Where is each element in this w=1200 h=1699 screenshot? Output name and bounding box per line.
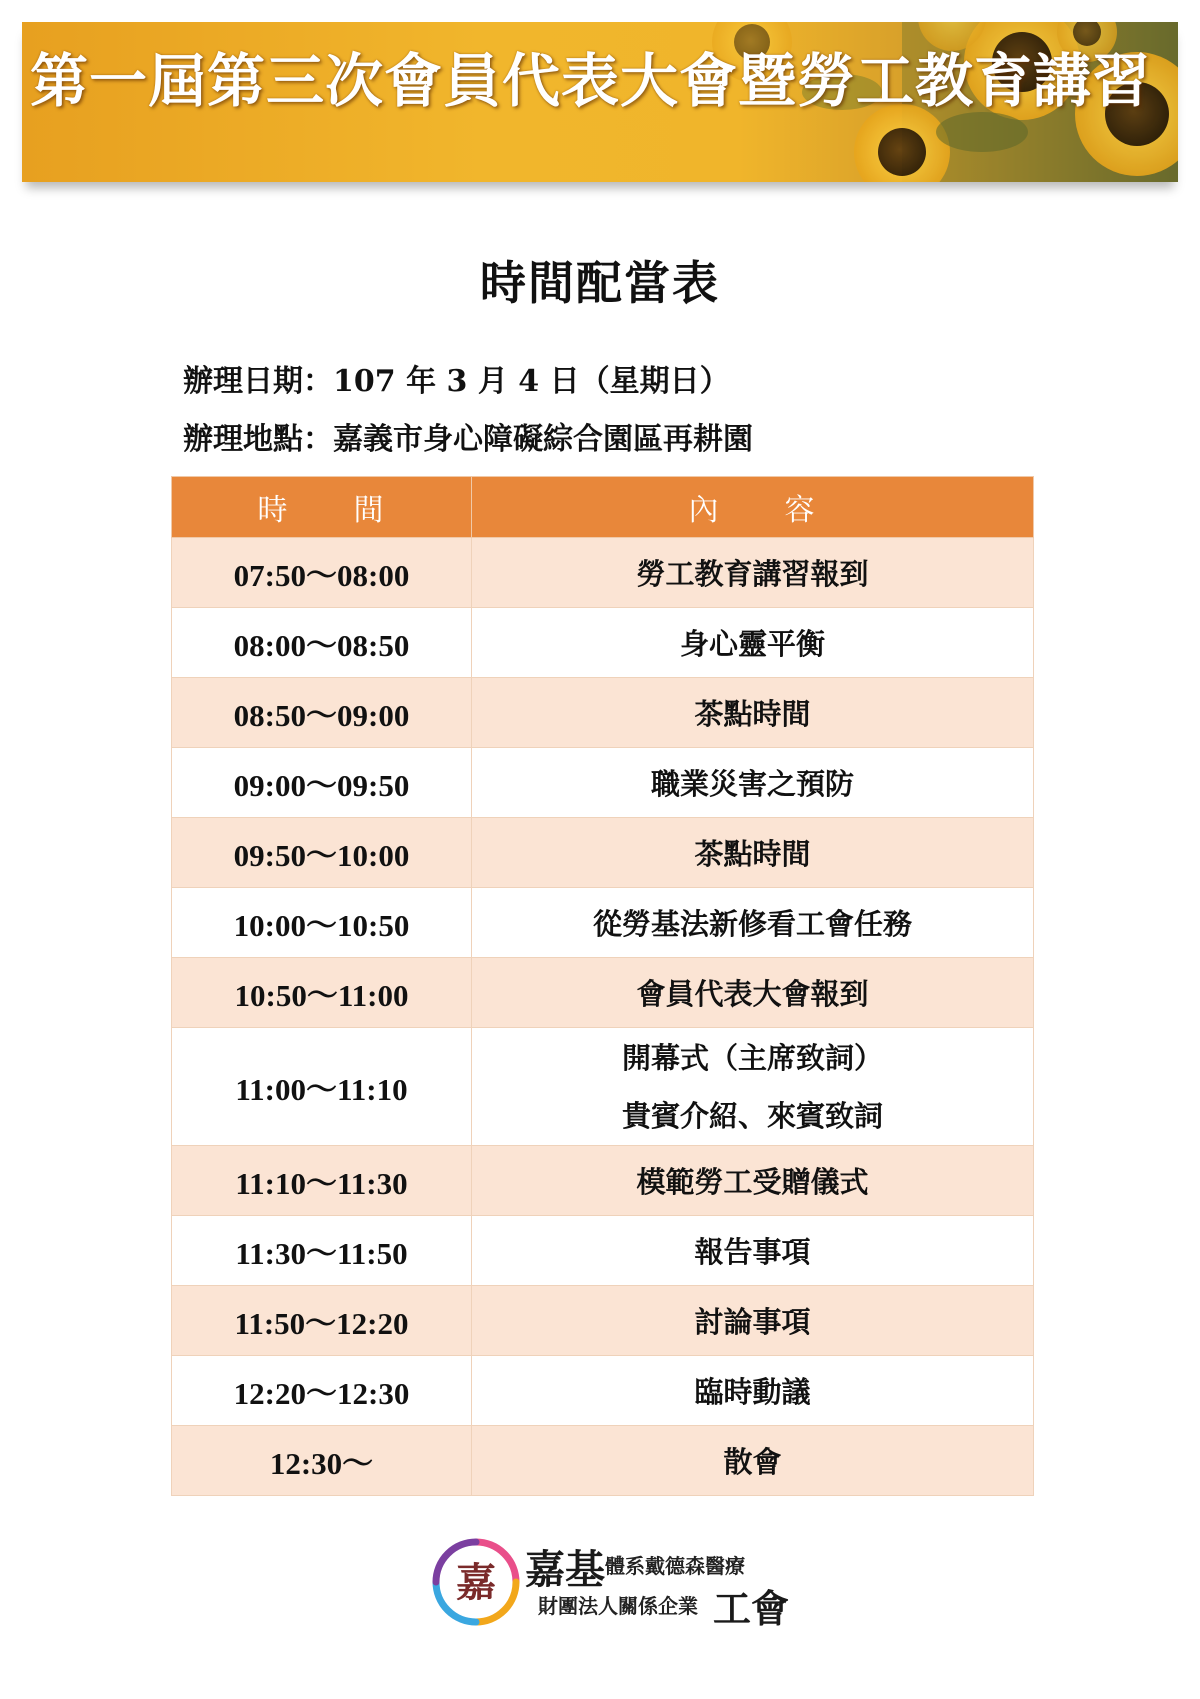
time-cell: 10:50～11:00 (172, 958, 472, 1028)
schedule-body (172, 538, 1034, 1496)
event-title: 第一屆第三次會員代表大會暨勞工教育講習 (30, 47, 1152, 115)
table-row (172, 1286, 1034, 1356)
table-row (172, 1216, 1034, 1286)
time-cell: 11:30～11:50 (172, 1216, 472, 1286)
time-cell: 11:00～11:10 (172, 1028, 472, 1146)
content-cell: 茶點時間 (472, 678, 1034, 748)
org-union-label: 工會 (713, 1586, 790, 1631)
table-row (172, 1356, 1034, 1426)
table-row (172, 1028, 1034, 1146)
table-row (172, 888, 1034, 958)
table-row (172, 748, 1034, 818)
content-cell: 報告事項 (472, 1216, 1034, 1286)
table-row (172, 1146, 1034, 1216)
content-line: 開幕式（主席致詞） (621, 1040, 883, 1075)
content-line: 貴賓介紹、來賓致詞 (621, 1098, 883, 1133)
header-content: 內 容 (472, 477, 1034, 538)
union-emblem-icon (430, 1536, 522, 1628)
content-cell: 茶點時間 (472, 818, 1034, 888)
time-cell: 08:50～09:00 (172, 678, 472, 748)
time-cell: 11:10～11:30 (172, 1146, 472, 1216)
content-cell: 臨時動議 (472, 1356, 1034, 1426)
time-cell: 09:50～10:00 (172, 818, 472, 888)
org-subtitle-2: 財團法人關係企業 (538, 1594, 698, 1618)
time-cell: 12:20～12:30 (172, 1356, 472, 1426)
table-row (172, 538, 1034, 608)
page-title: 時間配當表 (480, 256, 720, 310)
content-cell (472, 1028, 1034, 1146)
schedule-table (171, 476, 1034, 1496)
content-cell: 模範勞工受贈儀式 (472, 1146, 1034, 1216)
table-row (172, 1426, 1034, 1496)
content-cell: 會員代表大會報到 (472, 958, 1034, 1028)
content-cell: 勞工教育講習報到 (472, 538, 1034, 608)
content-cell: 從勞基法新修看工會任務 (472, 888, 1034, 958)
time-cell: 11:50～12:20 (172, 1286, 472, 1356)
event-location: 辦理地點：嘉義市身心障礙綜合園區再耕園 (183, 422, 753, 457)
time-cell: 12:30～ (172, 1426, 472, 1496)
content-cell: 職業災害之預防 (472, 748, 1034, 818)
union-logo (430, 1536, 790, 1636)
org-name: 嘉基 (525, 1546, 605, 1593)
content-cell: 討論事項 (472, 1286, 1034, 1356)
table-row (172, 678, 1034, 748)
time-cell: 08:00～08:50 (172, 608, 472, 678)
table-row (172, 818, 1034, 888)
table-row (172, 608, 1034, 678)
table-row (172, 958, 1034, 1028)
time-cell: 10:00～10:50 (172, 888, 472, 958)
header-time: 時 間 (172, 477, 472, 538)
org-subtitle-1: 體系戴德森醫療 (605, 1554, 745, 1578)
content-cell: 身心靈平衡 (472, 608, 1034, 678)
event-date: 辦理日期：107 年 3 月 4 日（星期日） (183, 364, 730, 399)
content-cell: 散會 (472, 1426, 1034, 1496)
emblem-character: 嘉 (456, 1559, 496, 1606)
time-cell: 09:00～09:50 (172, 748, 472, 818)
header-banner (22, 22, 1178, 182)
table-header-row (172, 477, 1034, 538)
time-cell: 07:50～08:00 (172, 538, 472, 608)
